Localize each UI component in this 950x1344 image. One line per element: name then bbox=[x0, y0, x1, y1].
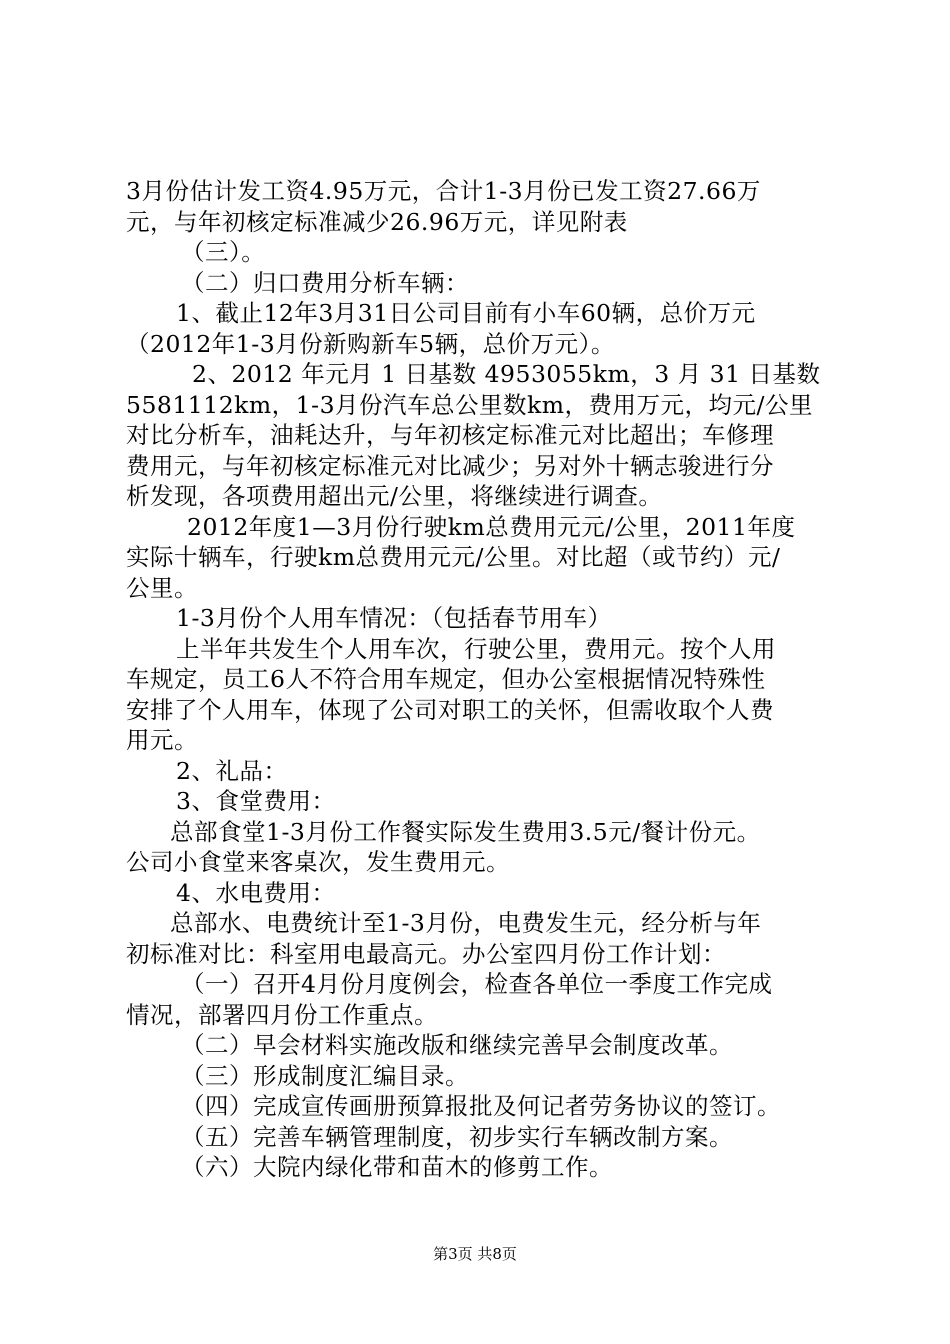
text-line: 公司小食堂来客桌次，发生费用元。 bbox=[126, 848, 510, 876]
text-line: （三）。 bbox=[181, 238, 266, 266]
text-line: （2012年1-3月份新购新车5辆，总价万元）。 bbox=[126, 329, 615, 358]
page-number: 第3页 共8页 bbox=[433, 1245, 517, 1263]
text-line: 用元。 bbox=[126, 726, 198, 754]
text-line: 初标准对比：科室用电最高元。办公室四月份工作计划： bbox=[126, 939, 726, 968]
text-line: 车规定，员工6人不符合用车规定，但办公室根据情况特殊性 bbox=[126, 665, 766, 693]
subsection-heading: 4、水电费用： bbox=[176, 878, 336, 907]
text-line: 上半年共发生个人用车次，行驶公里，费用元。按个人用 bbox=[176, 634, 776, 663]
section-heading: （二）归口费用分析车辆： bbox=[181, 268, 469, 297]
text-line: 1-3月份个人用车情况：（包括春节用车） bbox=[176, 604, 612, 632]
text-line: 公里。 bbox=[126, 573, 198, 602]
text-line: 费用元，与年初核定标准元对比减少；另对外十辆志骏进行分 bbox=[126, 451, 774, 480]
text-line: 实际十辆车，行驶km总费用元元/公里。对比超（或节约）元/ bbox=[126, 543, 781, 571]
text-line: 元，与年初核定标准减少26.96万元，详见附表 bbox=[126, 207, 628, 236]
text-line: 2012年度1—3月份行驶km总费用元元/公里，2011年度 bbox=[187, 512, 796, 541]
document-body bbox=[126, 176, 832, 1183]
text-line: 对比分析车，油耗达升，与年初核定标准元对比超出；车修理 bbox=[126, 421, 774, 449]
text-line: 2、2012 年元月 1 日基数 4953055km，3 月 31 日基数 bbox=[192, 360, 821, 388]
text-line: （五）完善车辆管理制度，初步实行车辆改制方案。 bbox=[181, 1122, 733, 1151]
text-line: （四）完成宣传画册预算报批及何记者劳务协议的签订。 bbox=[181, 1092, 781, 1120]
subsection-heading: 3、食堂费用： bbox=[176, 787, 336, 815]
text-line: 3月份估计发工资4.95万元，合计1-3月份已发工资27.66万 bbox=[126, 177, 761, 205]
text-line: 情况，部署四月份工作重点。 bbox=[126, 1000, 438, 1029]
subsection-heading: 2、礼品： bbox=[176, 756, 288, 785]
text-line: （一）召开4月份月度例会，检查各单位一季度工作完成 bbox=[181, 970, 773, 998]
text-line: 1、截止12年3月31日公司目前有小车60辆，总价万元 bbox=[176, 299, 756, 327]
text-line: 5581112km，1-3月份汽车总公里数km，费用万元，均元/公里 bbox=[126, 390, 813, 419]
text-line: （二）早会材料实施改版和继续完善早会制度改革。 bbox=[181, 1031, 733, 1059]
text-line: 总部水、电费统计至1-3月份，电费发生元，经分析与年 bbox=[170, 909, 762, 937]
text-line: 析发现，各项费用超出元/公里，将继续进行调查。 bbox=[126, 482, 663, 510]
text-line: 安排了个人用车，体现了公司对职工的关怀，但需收取个人费 bbox=[126, 695, 774, 724]
text-line: （六）大院内绿化带和苗木的修剪工作。 bbox=[181, 1153, 613, 1181]
text-line: 总部食堂1-3月份工作餐实际发生费用3.5元/餐计份元。 bbox=[170, 817, 761, 846]
text-line: （三）形成制度汇编目录。 bbox=[181, 1061, 469, 1090]
